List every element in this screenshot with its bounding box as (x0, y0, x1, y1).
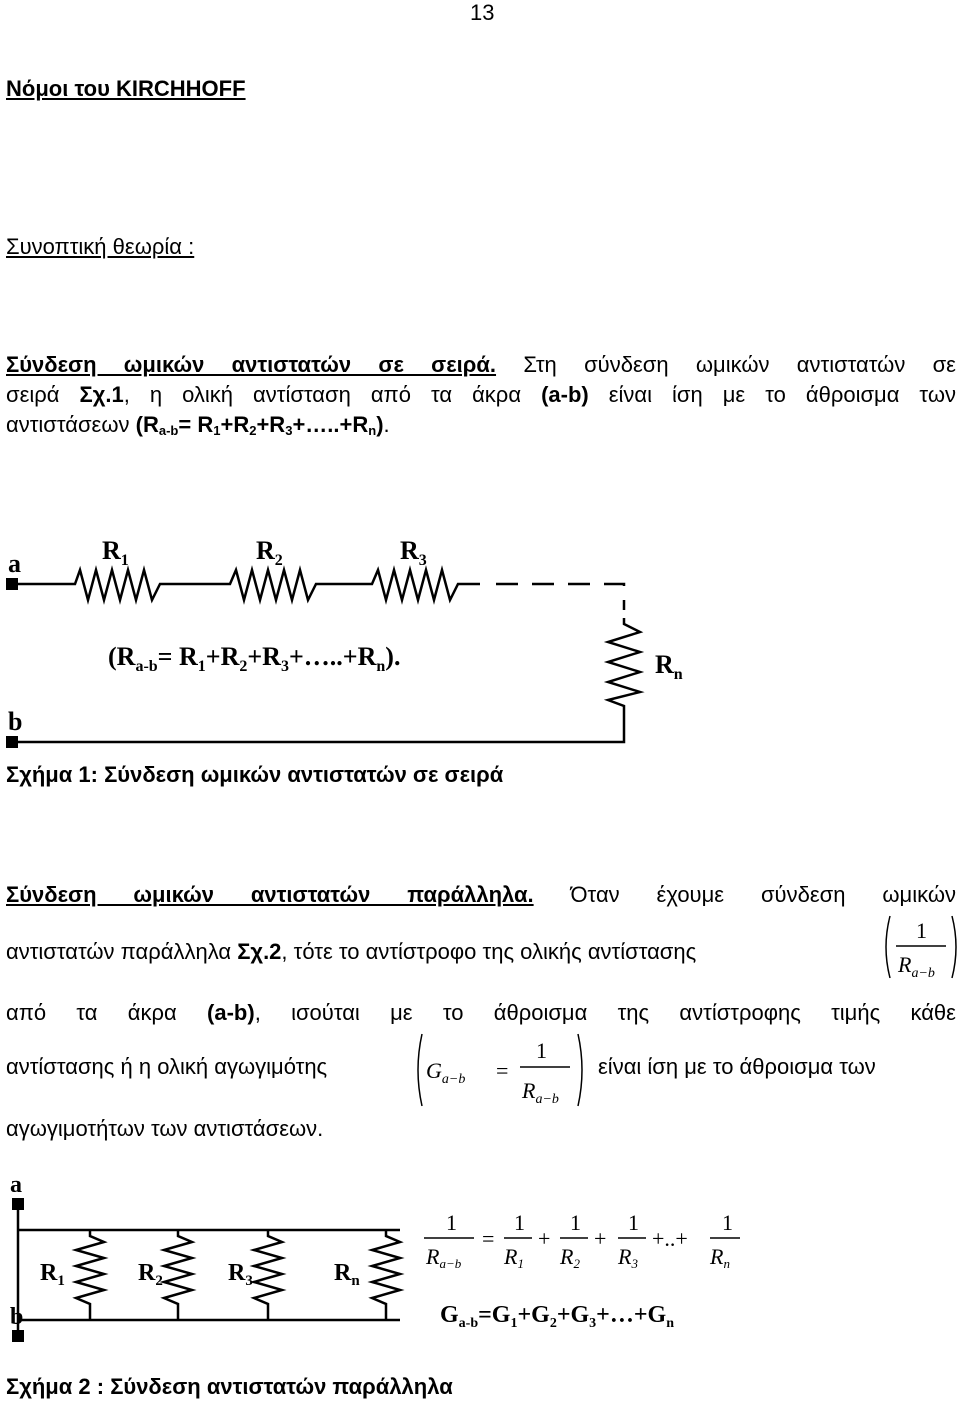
terminal-a-label: a (10, 1172, 22, 1198)
parallel-paragraph (6, 880, 956, 910)
terminal-ref: (a-b) (541, 382, 589, 407)
parallel-line-4b: είναι ίση με το άθροισμα των (598, 1054, 876, 1079)
resistor-n (372, 1230, 400, 1320)
fraction-numerator: 1 (536, 1038, 547, 1063)
series-line-1 (6, 350, 956, 380)
svg-text:+: + (594, 1226, 607, 1251)
equals-sign: = (496, 1058, 509, 1083)
svg-text:Ra−b: Ra−b (426, 1244, 462, 1271)
series-text: Στη σύνδεση ωμικών αντιστατών σε (496, 352, 956, 377)
conductance-symbol: $G_{a-b}$ (426, 1058, 466, 1087)
conductance-formula (412, 1030, 592, 1110)
text: από τα άκρα (6, 1000, 208, 1025)
fig-ref: Σχ.1 (79, 382, 124, 407)
terminal-a (6, 578, 18, 590)
series-heading: Σύνδεση ωμικών αντιστατών σε σειρά. (6, 352, 497, 377)
resistor-3 (254, 1230, 282, 1320)
conductance-sum-formula: $G_{a-b}=G_1+G_2+G_3+\dots+G_n$ (440, 1302, 674, 1331)
parallel-line-3 (6, 998, 956, 1028)
text: αντιστάσεων (6, 412, 136, 437)
figure-2-caption: Σχήμα 2 : Σύνδεση αντιστατών παράλληλα (6, 1374, 453, 1399)
series-formula: ($R_{a-b}=$ $R_1+R_2+R_3+\dots..+R_n$) (135, 412, 384, 438)
r3-label: $R_3$ (228, 1260, 253, 1289)
text: , τότε το αντίστροφο της ολικής αντίστασης (281, 939, 697, 964)
series-paragraph (6, 350, 956, 446)
terminal-b-label: b (8, 707, 23, 736)
svg-text:1: 1 (722, 1210, 733, 1235)
fraction-denominator: $R_{a-b}$ (522, 1078, 559, 1107)
svg-text:1: 1 (628, 1210, 639, 1235)
text: αντιστατών παράλληλα (6, 939, 238, 964)
svg-text:1: 1 (570, 1210, 581, 1235)
resistor-2 (164, 1230, 192, 1320)
fig-ref: Σχ.2 (237, 939, 282, 964)
svg-text:R3: R3 (618, 1244, 638, 1271)
fraction-denominator: $R_{a-b}$ (898, 952, 935, 981)
series-line-2 (6, 380, 956, 410)
svg-text:R1: R1 (504, 1244, 524, 1271)
terminal-b (12, 1330, 24, 1342)
figure-1-caption: Σχήμα 1: Σύνδεση ωμικών αντιστατών σε σειρά (6, 762, 504, 787)
parallel-resistance-equation (424, 1210, 740, 1271)
text: , η ολική αντίσταση από τα άκρα (123, 382, 542, 407)
terminal-b (6, 736, 18, 748)
parallel-circuit-diagram (0, 1170, 760, 1348)
page-title: Νόμοι του KIRCHHOFF (6, 76, 246, 101)
series-line-3: αντιστάσεων ($R_{a-b}=$ $R_1+R_2+R_3+\dots..+R_n$). (6, 412, 390, 438)
r1-label: $R_1$ (40, 1260, 65, 1289)
parallel-line-5: αγωγιμοτήτων των αντιστάσεων. (6, 1116, 324, 1141)
section-heading: Συνοπτική θεωρία : (6, 234, 195, 259)
parallel-line-4a: αντίστασης ή η ολική αγωγιμότης (6, 1054, 328, 1079)
terminal-a-label: a (8, 549, 21, 578)
rn-label: $R_n$ (334, 1260, 360, 1289)
r3-label: $R_3$ (400, 536, 427, 569)
text: , ισούται με το άθροισμα της αντίστροφης τιμής κάθε (254, 1000, 956, 1025)
r1-label: $R_1$ (102, 536, 129, 569)
r2-label: $R_2$ (138, 1260, 163, 1289)
text: Όταν έχουμε σύνδεση ωμικών (533, 882, 956, 907)
resistor-1 (76, 1230, 104, 1320)
terminal-b-label: b (10, 1304, 24, 1330)
svg-text:=: = (482, 1226, 495, 1251)
r2-label: $R_2$ (256, 536, 283, 569)
text: σειρά (6, 382, 80, 407)
svg-text:1: 1 (446, 1210, 457, 1235)
parallel-line-2 (6, 937, 696, 967)
rn-resistor (12, 618, 640, 742)
series-formula-figure: ($R_{a-b}=$ $R_1+R_2+R_3+\dots..+R_n$). (108, 642, 401, 675)
svg-text:Rn: Rn (710, 1244, 730, 1271)
fraction-numerator: 1 (916, 918, 927, 943)
series-circuit-diagram (0, 528, 720, 750)
series-wire-top (12, 570, 480, 600)
terminal-a (12, 1198, 24, 1210)
series-wire-dashed (496, 584, 624, 610)
svg-text:R2: R2 (560, 1244, 580, 1271)
page-number: 13 (470, 0, 495, 25)
inverse-resistance-fraction (880, 912, 960, 982)
svg-text:1: 1 (514, 1210, 525, 1235)
parallel-heading: Σύνδεση ωμικών αντιστατών παράλληλα. (6, 882, 534, 907)
svg-text:+: + (538, 1226, 551, 1251)
text: είναι ίση με το άθροισμα των (588, 382, 956, 407)
svg-text:+..+: +..+ (652, 1226, 688, 1251)
parallel-line-1 (6, 880, 956, 910)
terminal-ref: (a-b) (207, 1000, 255, 1025)
rn-label: $R_n$ (655, 650, 683, 683)
